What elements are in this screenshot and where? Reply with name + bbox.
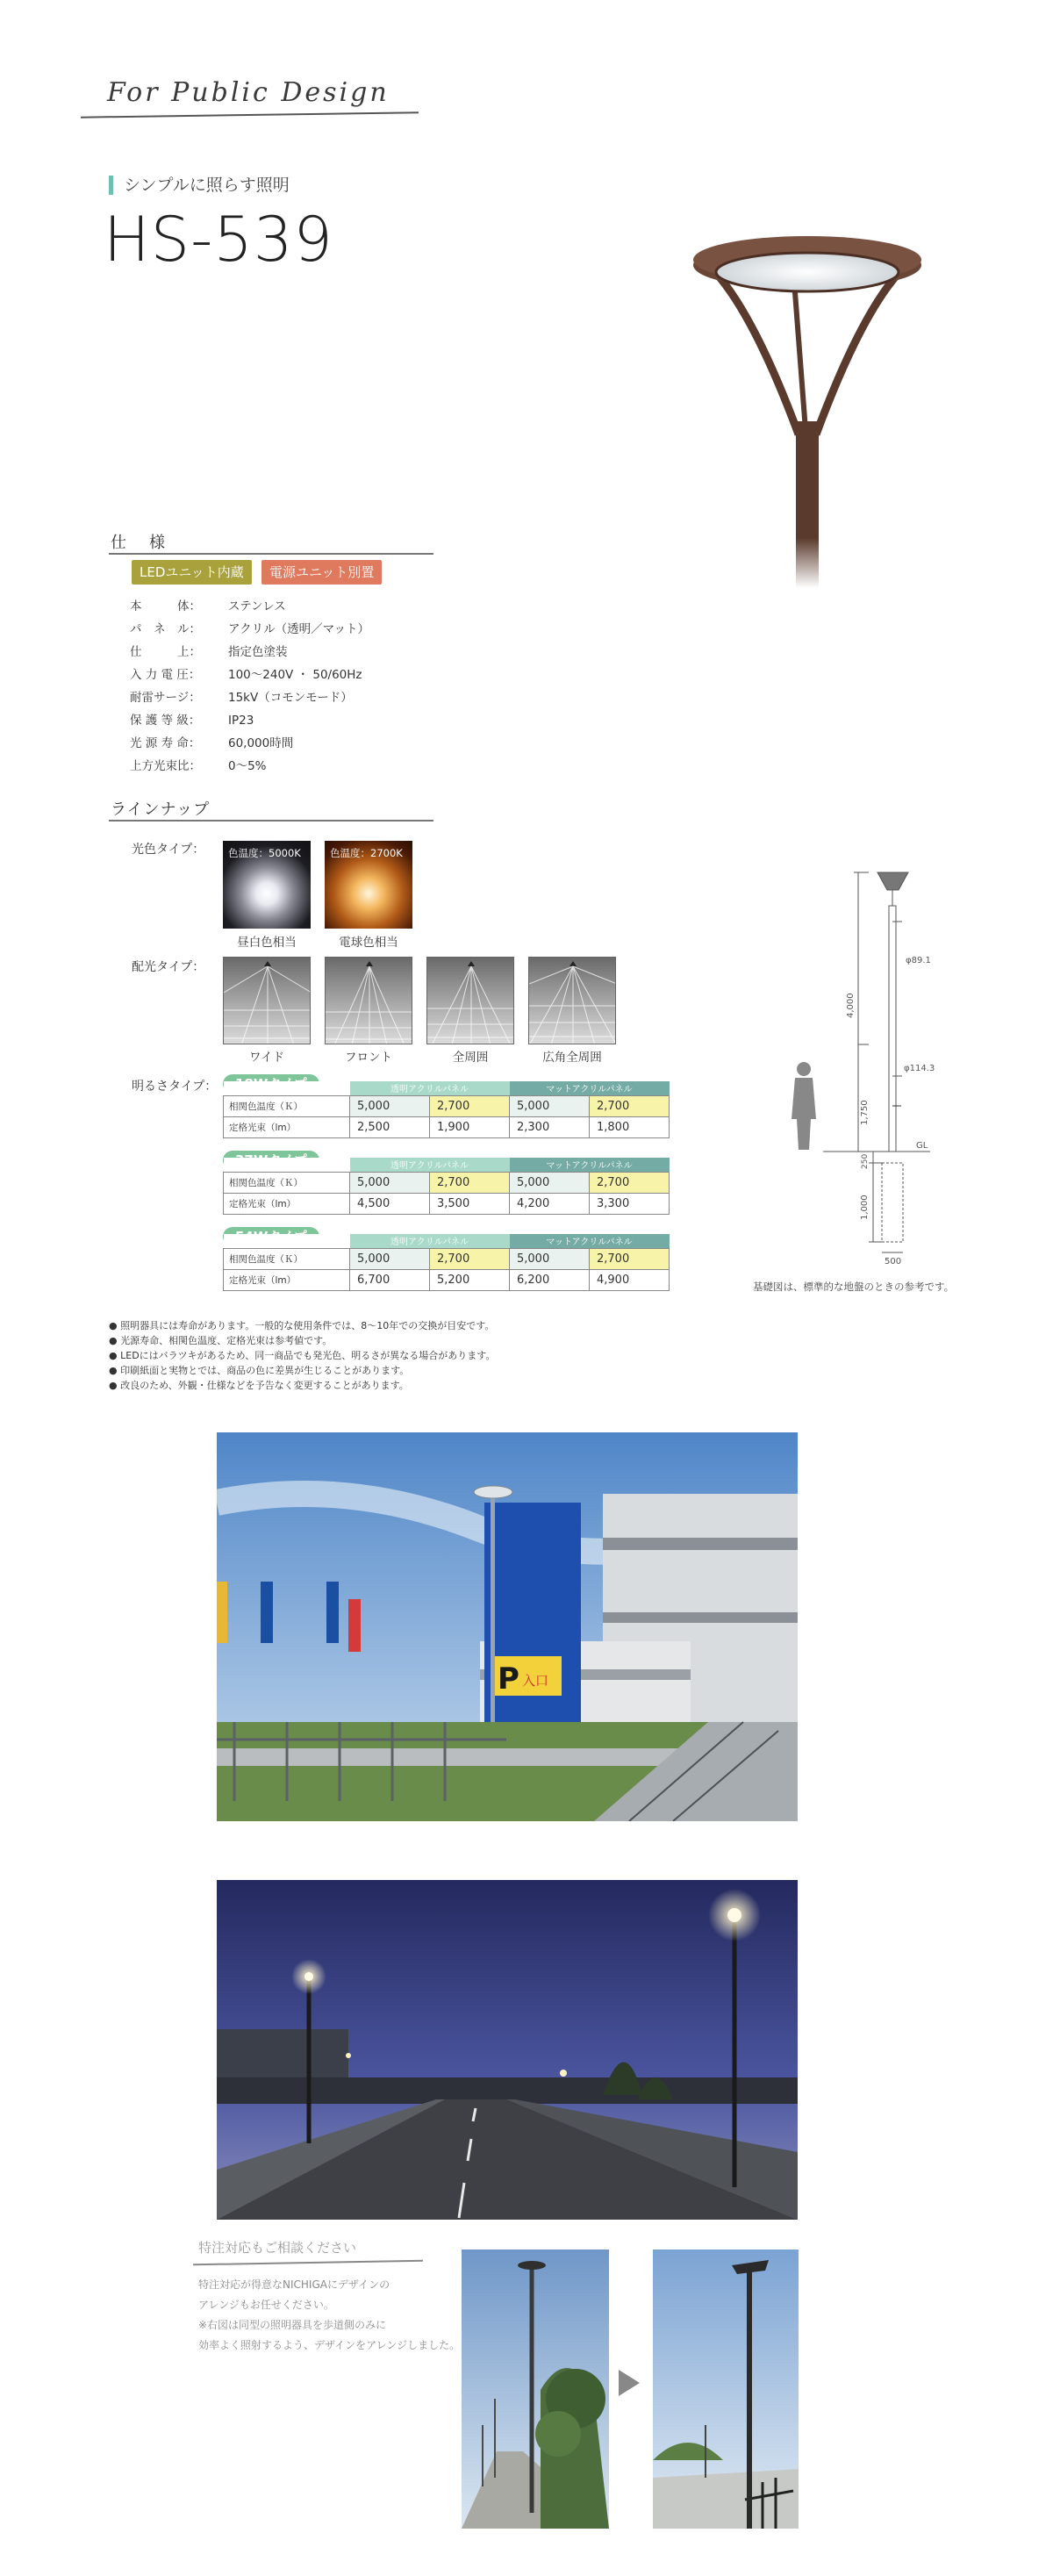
custom-order-line: ※右図は同型の照明器具を歩道側のみに xyxy=(198,2319,387,2331)
cell: 5,000 xyxy=(510,1095,590,1116)
note-text: 改良のため、外観・仕様などを予告なく変更することがあります。 xyxy=(120,1380,409,1391)
spec-row-finish xyxy=(130,641,288,664)
spec-row-ip xyxy=(130,709,254,732)
table-18w xyxy=(223,1081,670,1138)
spec-label: パ ネ ル： xyxy=(130,622,201,636)
brand-underline xyxy=(81,111,419,118)
lineup-heading: ラインナップ xyxy=(111,800,211,819)
row-label-cct: 相関色温度（Ｋ） xyxy=(224,1248,350,1269)
note-item: ● 照明器具には寿命があります。一般的な使用条件では、8～10年での交換が目安です。 xyxy=(109,1320,495,1331)
swatch-caption: 色温度：5000K xyxy=(228,847,301,859)
note-item: ● 印刷紙面と実物とでは、商品の色に差異が生じることがあります。 xyxy=(109,1365,410,1376)
cell: 5,000 xyxy=(350,1095,430,1116)
daytime-installation-photo xyxy=(217,1432,798,1821)
note-text: LEDにはバラツキがあるため、同一商品でも発光色、明るさが異なる場合があります。 xyxy=(120,1350,496,1361)
spec-row-panel xyxy=(130,618,369,641)
product-subtitle: シンプルに照らす照明 xyxy=(109,176,290,195)
cell: 2,300 xyxy=(510,1116,590,1137)
cell: 2,700 xyxy=(430,1248,510,1269)
cell: 3,500 xyxy=(430,1193,510,1214)
dimension-drawing xyxy=(772,869,1000,1290)
row-label-cct: 相関色温度（Ｋ） xyxy=(224,1095,350,1116)
cell: 5,200 xyxy=(430,1269,510,1290)
note-item: ● 改良のため、外観・仕様などを予告なく変更することがあります。 xyxy=(109,1380,409,1391)
custom-order-line: アレンジもお任せください。 xyxy=(198,2299,334,2311)
custom-order-text xyxy=(198,2275,497,2356)
spec-value: ステンレス xyxy=(228,599,286,614)
custom-order-line: 効率よく照射するよう、デザインをアレンジしました。 xyxy=(198,2339,461,2351)
dim-foundation-depth: 1,000 xyxy=(860,1195,870,1220)
spec-row-voltage xyxy=(130,664,362,686)
dist-wide-all-around-image xyxy=(528,957,616,1044)
arrow-right-icon xyxy=(619,2370,640,2396)
spec-heading: 仕 様 xyxy=(111,534,168,552)
power-unit-tag: 電源ユニット別置 xyxy=(261,560,382,585)
spec-value: 60,000時間 xyxy=(228,736,294,750)
dist-caption-all-around: 全周囲 xyxy=(452,1051,489,1065)
table-37w xyxy=(223,1158,670,1215)
spec-value: 15kV（コモンモード） xyxy=(228,691,353,705)
col-header-matte: マットアクリルパネル xyxy=(510,1234,670,1248)
cell: 2,700 xyxy=(590,1172,670,1193)
row-label-cct: 相関色温度（Ｋ） xyxy=(224,1172,350,1193)
col-header-matte: マットアクリルパネル xyxy=(510,1158,670,1172)
product-model: HS-539 xyxy=(104,204,333,276)
spec-row-body xyxy=(130,595,286,618)
cell: 5,000 xyxy=(510,1172,590,1193)
brightness-type-label: 明るさタイプ： xyxy=(132,1080,218,1094)
dim-top-diameter: φ89.1 xyxy=(906,956,931,965)
row-label-flux: 定格光束（lm） xyxy=(224,1193,350,1214)
spec-value: IP23 xyxy=(228,714,254,728)
led-unit-tag: LEDユニット内蔵 xyxy=(132,560,252,585)
note-text: 光源寿命、相関色温度、定格光束は参考値です。 xyxy=(120,1335,333,1346)
cell: 1,900 xyxy=(430,1116,510,1137)
parking-sign-text: 入口 xyxy=(522,1673,549,1689)
note-text: 照明器具には寿命があります。一般的な使用条件では、8～10年での交換が目安です。 xyxy=(120,1320,495,1331)
cell: 2,700 xyxy=(590,1095,670,1116)
col-header-clear: 透明アクリルパネル xyxy=(350,1081,510,1095)
svg-text:P: P xyxy=(498,1661,519,1697)
row-label-flux: 定格光束（lm） xyxy=(224,1269,350,1290)
cell: 4,500 xyxy=(350,1193,430,1214)
dist-front-image xyxy=(325,957,412,1044)
spec-row-life xyxy=(130,732,293,755)
spec-row-upward xyxy=(130,755,267,778)
dim-height: 4,000 xyxy=(846,993,856,1018)
cell: 2,700 xyxy=(590,1248,670,1269)
spec-value: 指定色塗装 xyxy=(228,645,288,659)
cell: 5,000 xyxy=(350,1248,430,1269)
dim-pole-diameter: φ114.3 xyxy=(904,1064,935,1073)
spec-label: 上方光束比： xyxy=(130,759,201,773)
cell: 1,800 xyxy=(590,1116,670,1137)
brand-tagline: For Public Design xyxy=(107,77,390,108)
cell: 6,700 xyxy=(350,1269,430,1290)
cell: 4,900 xyxy=(590,1269,670,1290)
spec-label: 保 護 等 級： xyxy=(130,714,201,728)
spec-divider xyxy=(109,553,433,555)
night-installation-photo xyxy=(217,1880,798,2220)
col-header-matte: マットアクリルパネル xyxy=(510,1081,670,1095)
spec-label: 本 体： xyxy=(130,599,201,614)
row-label-flux: 定格光束（lm） xyxy=(224,1116,350,1137)
spec-label: 仕 上： xyxy=(130,645,201,659)
swatch-5000k xyxy=(223,841,311,929)
custom-order-line: 特注対応が得意なNICHIGAにデザインの xyxy=(198,2278,390,2291)
note-text: 印刷紙面と実物とでは、商品の色に差異が生じることがあります。 xyxy=(120,1365,410,1376)
dist-wide-image xyxy=(223,957,311,1044)
spec-label: 耐雷サージ： xyxy=(130,691,201,705)
dim-base-offset: 250 xyxy=(861,1153,870,1169)
custom-order-title: 特注対応もご相談ください xyxy=(198,2240,357,2256)
swatch-name-bulb: 電球色相当 xyxy=(339,936,398,950)
cell: 2,700 xyxy=(430,1172,510,1193)
spec-label: 光 源 寿 命： xyxy=(130,736,201,750)
dim-door-height: 1,750 xyxy=(860,1100,870,1125)
spec-value: 0～5% xyxy=(228,759,267,773)
custom-order-underline xyxy=(193,2260,423,2266)
spec-value: 100～240V ・ 50/60Hz xyxy=(228,668,362,682)
dist-caption-front: フロント xyxy=(345,1051,392,1065)
dim-foundation-width: 500 xyxy=(885,1257,902,1266)
spec-label: 入 力 電 圧： xyxy=(130,668,201,682)
swatch-caption: 色温度：2700K xyxy=(330,847,403,859)
dist-caption-wide: ワイド xyxy=(248,1051,285,1065)
product-image xyxy=(667,219,948,588)
distribution-type-label: 配光タイプ： xyxy=(132,960,205,974)
note-item: ● LEDにはバラツキがあるため、同一商品でも発光色、明るさが異なる場合があります。 xyxy=(109,1350,496,1361)
note-item: ● 光源寿命、相関色温度、定格光束は参考値です。 xyxy=(109,1335,333,1346)
standard-pole-photo xyxy=(462,2250,609,2529)
swatch-name-daywhite: 昼白色相当 xyxy=(237,936,297,950)
spec-row-surge xyxy=(130,686,353,709)
cell: 2,500 xyxy=(350,1116,430,1137)
cell: 3,300 xyxy=(590,1193,670,1214)
col-header-clear: 透明アクリルパネル xyxy=(350,1158,510,1172)
color-type-label: 光色タイプ： xyxy=(132,843,205,857)
custom-pole-photo xyxy=(653,2250,799,2529)
col-header-clear: 透明アクリルパネル xyxy=(350,1234,510,1248)
spec-value: アクリル（透明／マット） xyxy=(228,622,370,636)
lineup-divider xyxy=(109,820,433,822)
notes-list xyxy=(109,1318,495,1393)
cell: 5,000 xyxy=(350,1172,430,1193)
dist-all-around-image xyxy=(426,957,514,1044)
drawing-caption: 基礎図は、標準的な地盤のときの参考です。 xyxy=(753,1281,955,1293)
dist-caption-wide-all-around: 広角全周囲 xyxy=(542,1051,602,1065)
dim-ground-level: GL xyxy=(916,1141,928,1151)
swatch-2700k xyxy=(325,841,412,929)
cell: 6,200 xyxy=(510,1269,590,1290)
cell: 4,200 xyxy=(510,1193,590,1214)
table-54w xyxy=(223,1234,670,1291)
cell: 5,000 xyxy=(510,1248,590,1269)
cell: 2,700 xyxy=(430,1095,510,1116)
